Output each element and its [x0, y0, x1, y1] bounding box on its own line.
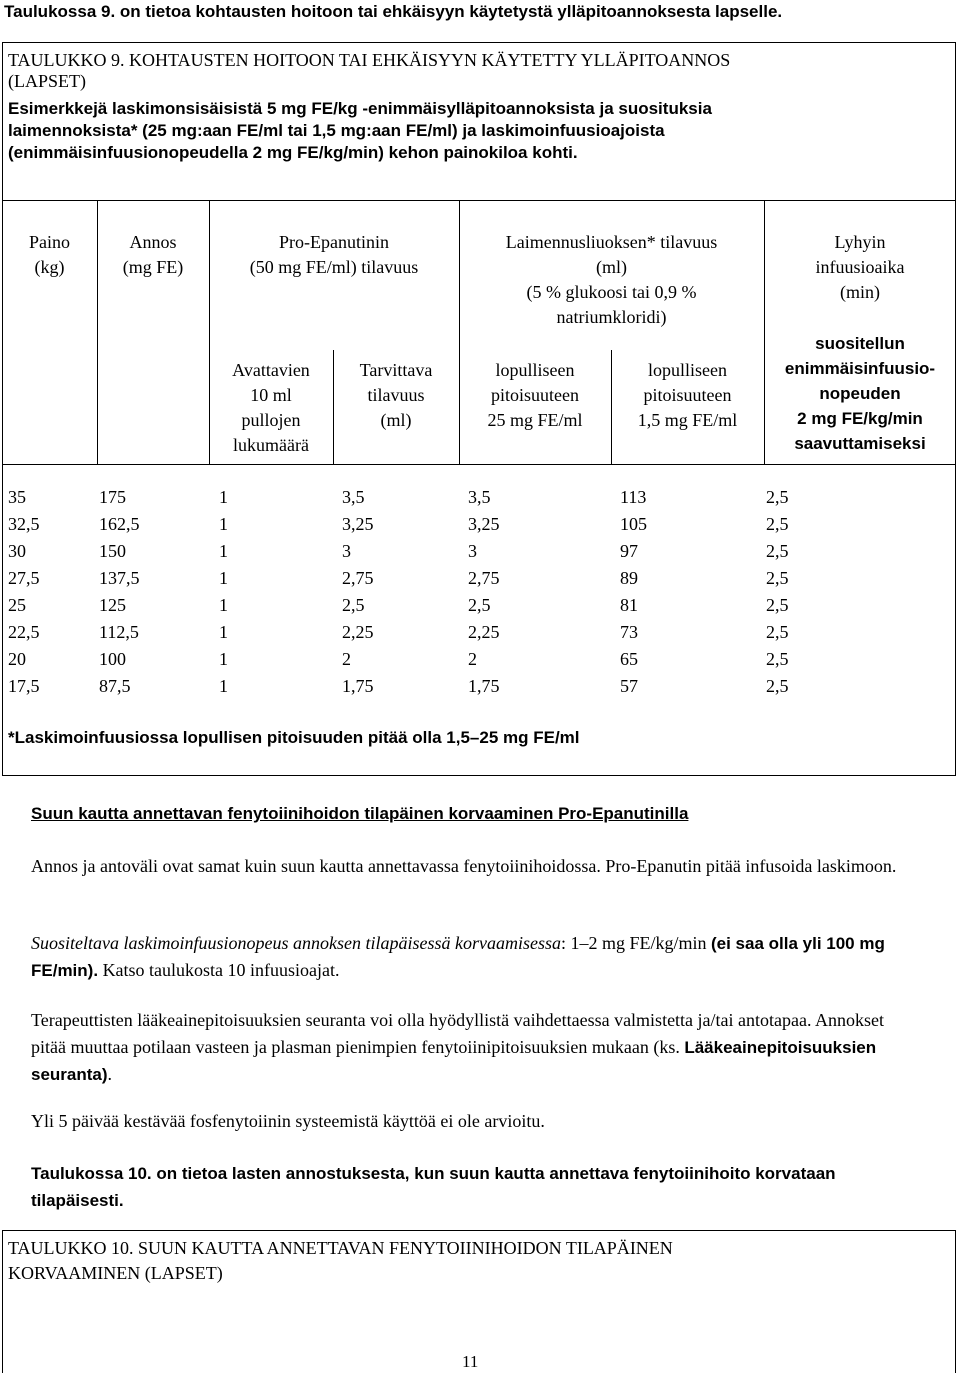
table-cell: 2,5 — [766, 541, 789, 561]
header-dose: Annos (mg FE) — [122, 232, 184, 277]
table-cell: 1 — [219, 649, 228, 669]
header-short-infusion: Lyhyin infuusioaika (min) — [815, 232, 905, 302]
table9-intro-line: laimennoksista* (25 mg:aan FE/ml tai 1,5 mg:aan FE/ml) ja laskimoinfuusioajoista — [8, 121, 665, 140]
table9-intro-line: (enimmäisinfuusionopeudella 2 mg FE/kg/min) kehon painokiloa kohti. — [8, 143, 578, 162]
table-cell: 3,25 — [342, 514, 374, 534]
table-cell: 125 — [99, 595, 126, 615]
header-diluent: Laimennusliuoksen* tilavuus (ml) (5 % glukoosi tai 0,9 % natriumkloridi) — [505, 232, 718, 327]
table-cell: 175 — [99, 487, 126, 507]
table-cell: 2 — [342, 649, 351, 669]
table-cell: 3 — [468, 541, 477, 561]
table-cell: 2,25 — [468, 622, 500, 642]
table-cell: 1,75 — [468, 676, 500, 696]
header-recommended-rate: suositellun enimmäisinfuusio- nopeuden 2 mg FE/kg/min saavuttamiseksi — [784, 334, 936, 453]
table-cell: 2 — [468, 649, 477, 669]
table-cell: 2,5 — [766, 676, 789, 696]
table9-header — [2, 200, 956, 465]
table-cell: 81 — [620, 595, 638, 615]
table-row — [8, 511, 808, 538]
header-weight: Paino (kg) — [28, 232, 70, 277]
table10-caption: Taulukossa 10. on tietoa lasten annostuksesta, kun suun kautta annettava fenytoiinihoito korvataan tilapäisesti. — [31, 1164, 836, 1210]
table-cell: 150 — [99, 541, 126, 561]
table9-caption: Taulukossa 9. on tietoa kohtausten hoitoon tai ehkäisyyn käytetystä ylläpitoannoksesta lapselle. — [4, 2, 783, 21]
table-cell: 2,75 — [342, 568, 374, 588]
page-number: 11 — [462, 1352, 479, 1371]
table10-title-line2: KORVAAMINEN (LAPSET) — [8, 1263, 223, 1283]
table-cell: 1 — [219, 595, 228, 615]
table-cell: 2,75 — [468, 568, 500, 588]
table-cell: 20 — [8, 649, 26, 669]
table9-title — [8, 50, 730, 92]
table-cell: 1 — [219, 676, 228, 696]
table-cell: 1 — [219, 487, 228, 507]
paragraph-monitoring: Terapeuttisten lääkeainepitoisuuksien seuranta voi olla hyödyllistä vaihdettaessa valmistetta ja/tai antotapaa. Annokset pitää muuttaa potilaan vasteen ja plasman pienimpien fenytoiinipitoisuuksien mukaan (ks. Lääkeainepitoisuuksien seuranta). — [31, 1010, 884, 1084]
table-row — [8, 538, 808, 565]
table9-intro — [8, 98, 948, 164]
table-row — [8, 646, 808, 673]
table9-title-line1: TAULUKKO 9. KOHTAUSTEN HOITOON TAI EHKÄISYYN KÄYTETTY YLLÄPITOANNOS — [8, 50, 731, 70]
table-cell: 65 — [620, 649, 638, 669]
table-cell: 2,5 — [342, 595, 365, 615]
table-cell: 2,5 — [766, 595, 789, 615]
table9-footnote: *Laskimoinfuusiossa lopullisen pitoisuuden pitää olla 1,5–25 mg FE/ml — [8, 728, 580, 747]
table-cell: 57 — [620, 676, 638, 696]
table-cell: 1 — [219, 541, 228, 561]
table-cell: 17,5 — [8, 676, 40, 696]
table-cell: 87,5 — [99, 676, 131, 696]
table9-body — [8, 484, 808, 700]
table-cell: 1 — [219, 514, 228, 534]
table10-title-line1: TAULUKKO 10. SUUN KAUTTA ANNETTAVAN FENYTOIINIHOIDON TILAPÄINEN — [8, 1238, 673, 1258]
table-cell: 2,5 — [766, 622, 789, 642]
table-cell: 2,5 — [468, 595, 491, 615]
table-cell: 1 — [219, 568, 228, 588]
header-final-25: lopulliseen pitoisuuteen 25 mg FE/ml — [487, 360, 583, 430]
table-cell: 27,5 — [8, 568, 40, 588]
table-cell: 89 — [620, 568, 638, 588]
table-cell: 1,75 — [342, 676, 374, 696]
section-heading: Suun kautta annettavan fenytoiinihoidon tilapäinen korvaaminen Pro-Epanutinilla — [31, 804, 689, 823]
table-cell: 3,5 — [468, 487, 491, 507]
paragraph-dose: Annos ja antoväli ovat samat kuin suun kautta annettavassa fenytoiinihoidossa. Pro-Epanutin pitää infusoida laskimoon. — [31, 856, 897, 876]
table-cell: 2,25 — [342, 622, 374, 642]
table-cell: 73 — [620, 622, 638, 642]
table-cell: 2,5 — [766, 514, 789, 534]
table-cell: 137,5 — [99, 568, 140, 588]
header-final-15: lopulliseen pitoisuuteen 1,5 mg FE/ml — [637, 360, 738, 430]
table-cell: 162,5 — [99, 514, 140, 534]
table-cell: 35 — [8, 487, 26, 507]
table-cell: 113 — [620, 487, 647, 507]
table-row — [8, 565, 808, 592]
table-cell: 3,25 — [468, 514, 500, 534]
table-cell: 32,5 — [8, 514, 40, 534]
table-cell: 1 — [219, 622, 228, 642]
paragraph-duration: Yli 5 päivää kestävää fosfenytoiinin systeemistä käyttöä ei ole arvioitu. — [31, 1111, 545, 1131]
header-pro-epanutin: Pro-Epanutinin (50 mg FE/ml) tilavuus — [249, 232, 419, 277]
table-row — [8, 619, 808, 646]
table-cell: 3,5 — [342, 487, 365, 507]
header-vials: Avattavien 10 ml pullojen lukumäärä — [232, 360, 310, 455]
table-cell: 25 — [8, 595, 26, 615]
table-cell: 100 — [99, 649, 126, 669]
table-row — [8, 673, 808, 700]
table-cell: 30 — [8, 541, 26, 561]
table-cell: 97 — [620, 541, 638, 561]
header-required-volume: Tarvittava tilavuus (ml) — [359, 360, 433, 430]
table10-title — [8, 1236, 673, 1286]
table-row — [8, 484, 808, 511]
table9-title-line2: (LAPSET) — [8, 71, 86, 91]
table-cell: 3 — [342, 541, 351, 561]
table9-intro-line: Esimerkkejä laskimonsisäisistä 5 mg FE/kg -enimmäisylläpitoannoksista ja suosituksia — [8, 99, 712, 118]
table-cell: 2,5 — [766, 568, 789, 588]
table-row — [8, 592, 808, 619]
table-cell: 112,5 — [99, 622, 139, 642]
table-cell: 22,5 — [8, 622, 40, 642]
table-cell: 2,5 — [766, 487, 789, 507]
table-cell: 2,5 — [766, 649, 789, 669]
table-cell: 105 — [620, 514, 647, 534]
paragraph-infusion-rate: Suositeltava laskimoinfuusionopeus annoksen tilapäisessä korvaamisessa: 1–2 mg FE/kg/min (ei saa olla yli 100 mg FE/min). Katso taulukosta 10 infuusioajat. — [31, 933, 885, 980]
